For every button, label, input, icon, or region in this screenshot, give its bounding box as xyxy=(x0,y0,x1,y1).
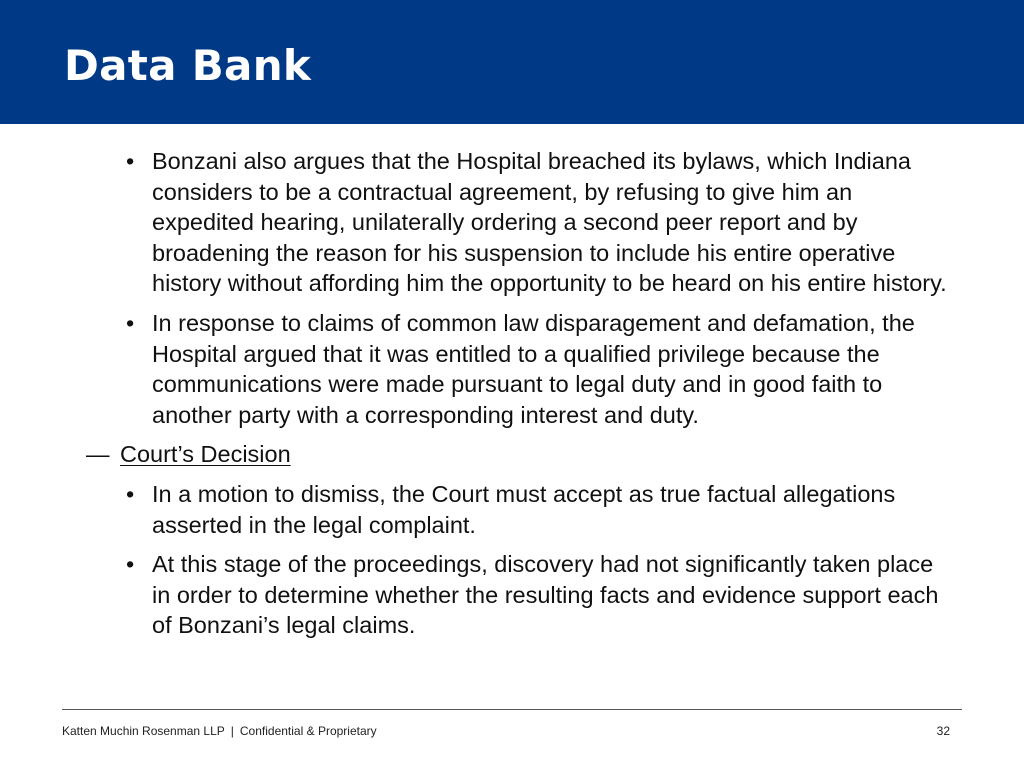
bullet-marker: • xyxy=(126,551,135,578)
section-heading-text: Court’s Decision xyxy=(120,441,291,468)
header-bar xyxy=(0,0,1024,124)
bullet-marker: • xyxy=(126,309,135,336)
bullet-text: Bonzani also argues that the Hospital breached its bylaws, which Indiana considers to be a contractual agreement, by refusing to give him an expedited hearing, unilaterally ordering a second peer report and by broadening the reason for his suspension to include his entire operative history without affording him the opportunity to be heard on his entire history. xyxy=(152,148,947,297)
dash-marker: — xyxy=(86,441,110,468)
bullet-item xyxy=(126,549,952,641)
footer-divider xyxy=(62,709,962,710)
bullet-marker: • xyxy=(126,148,135,174)
bullet-text: In a motion to dismiss, the Court must accept as true factual allegations asserted in the legal complaint. xyxy=(152,480,896,538)
bullet-text: At this stage of the proceedings, discovery had not significantly taken place in order to determine whether the resulting facts and evidence support each of Bonzani’s legal claims. xyxy=(152,551,939,639)
bullet-item xyxy=(126,479,952,540)
section-heading xyxy=(86,439,920,470)
footer-text xyxy=(62,724,377,738)
page-number: 32 xyxy=(936,724,950,738)
footer-separator: | xyxy=(230,724,234,738)
bullet-item xyxy=(126,146,952,299)
footer-confidentiality: Confidential & Proprietary xyxy=(239,724,377,738)
slide-content xyxy=(0,146,1024,650)
slide-title: Data Bank xyxy=(64,41,312,90)
bullet-marker: • xyxy=(126,480,135,507)
bullet-text: In response to claims of common law disparagement and defamation, the Hospital argued that it was entitled to a qualified privilege because the communications were made pursuant to legal duty and in good faith to another party with a corresponding interest and duty. xyxy=(152,309,915,428)
bullet-item xyxy=(126,308,952,430)
footer-firm-name: Katten Muchin Rosenman LLP xyxy=(62,724,225,738)
